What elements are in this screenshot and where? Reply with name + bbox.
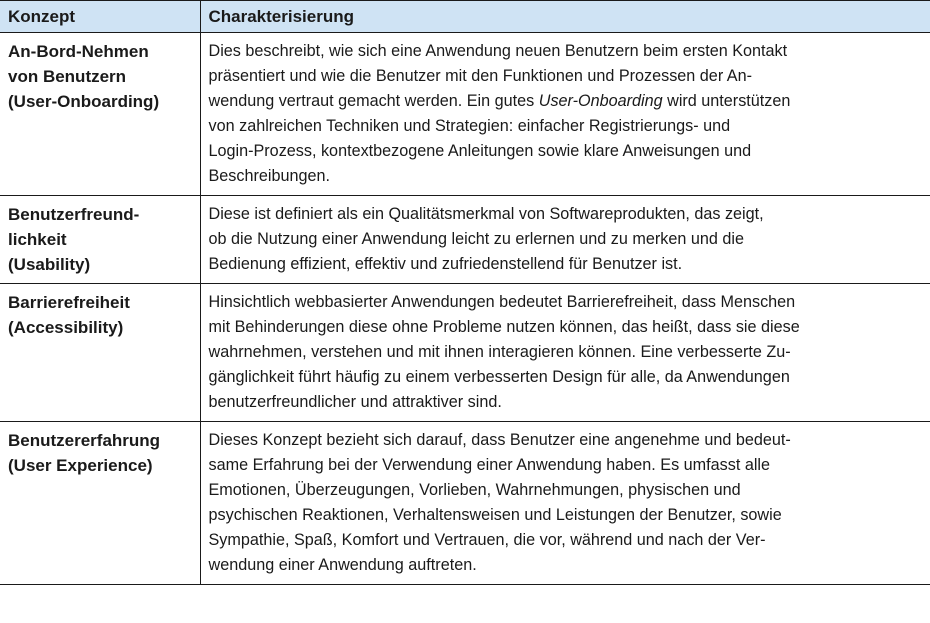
concept-line: (Usability)	[8, 255, 91, 274]
description-line: ob die Nutzung einer Anwendung leicht zu erlernen und zu merken und die	[208, 230, 744, 248]
description-cell	[200, 196, 930, 284]
description-text: wendung vertraut gemacht werden. Ein gutes	[208, 92, 539, 110]
table-header-row	[0, 1, 930, 33]
concept-line: lichkeit	[8, 230, 67, 249]
description-line: gänglichkeit führt häufig zu einem verbesserten Design für alle, da Anwendungen	[208, 368, 790, 386]
header-charakterisierung: Charakterisierung	[200, 1, 930, 33]
header-konzept: Konzept	[0, 1, 200, 33]
concept-line: (User-Onboarding)	[8, 92, 160, 111]
concept-cell	[0, 422, 200, 585]
table-row	[0, 33, 930, 196]
concept-line: (User Experience)	[8, 456, 153, 475]
description-line: Bedienung effizient, effektiv und zufriedenstellend für Benutzer ist.	[208, 255, 683, 273]
table-row	[0, 422, 930, 585]
description-line: wahrnehmen, verstehen und mit ihnen interagieren können. Eine verbesserte Zu-	[208, 343, 791, 361]
description-text: wird unterstützen	[662, 92, 791, 110]
concept-line: Benutzererfahrung	[8, 431, 161, 450]
description-cell	[200, 422, 930, 585]
description-line: psychischen Reaktionen, Verhaltensweisen und Leistungen der Benutzer, sowie	[208, 506, 782, 524]
description-line: same Erfahrung bei der Verwendung einer Anwendung haben. Es umfasst alle	[208, 456, 771, 474]
concept-line: von Benutzern	[8, 67, 127, 86]
description-line: präsentiert und wie die Benutzer mit den Funktionen und Prozessen der An-	[208, 67, 752, 85]
concept-line: Benutzerfreund-	[8, 205, 140, 224]
concept-line: Barrierefreiheit	[8, 293, 130, 312]
description-line: Dieses Konzept bezieht sich darauf, dass Benutzer eine angenehme und bedeut-	[208, 431, 791, 449]
concept-line: An-Bord-Nehmen	[8, 42, 149, 61]
concept-cell	[0, 33, 200, 196]
table-row	[0, 196, 930, 284]
description-line: Beschreibungen.	[208, 167, 330, 185]
description-line: Emotionen, Überzeugungen, Vorlieben, Wahrnehmungen, physischen und	[208, 481, 741, 499]
concept-cell	[0, 284, 200, 422]
description-cell	[200, 284, 930, 422]
description-line: mit Behinderungen diese ohne Probleme nutzen können, das heißt, dass sie diese	[208, 318, 800, 336]
description-line: Diese ist definiert als ein Qualitätsmerkmal von Softwareprodukten, das zeigt,	[208, 205, 764, 223]
description-emphasis: User-Onboarding	[538, 92, 663, 110]
description-line: benutzerfreundlicher und attraktiver sind.	[208, 393, 502, 411]
description-cell	[200, 33, 930, 196]
description-line: Login-Prozess, kontextbezogene Anleitungen sowie klare Anweisungen und	[208, 142, 752, 160]
description-line: wendung einer Anwendung auftreten.	[208, 556, 477, 574]
description-line: Hinsichtlich webbasierter Anwendungen bedeutet Barrierefreiheit, dass Menschen	[208, 293, 796, 311]
description-line: von zahlreichen Techniken und Strategien: einfacher Registrierungs- und	[208, 117, 731, 135]
description-line: Dies beschreibt, wie sich eine Anwendung neuen Benutzern beim ersten Kontakt	[208, 42, 788, 60]
description-line: Sympathie, Spaß, Komfort und Vertrauen, die vor, während und nach der Ver-	[208, 531, 766, 549]
table-row	[0, 284, 930, 422]
concept-line: (Accessibility)	[8, 318, 124, 337]
concept-cell	[0, 196, 200, 284]
description-line	[209, 89, 929, 114]
